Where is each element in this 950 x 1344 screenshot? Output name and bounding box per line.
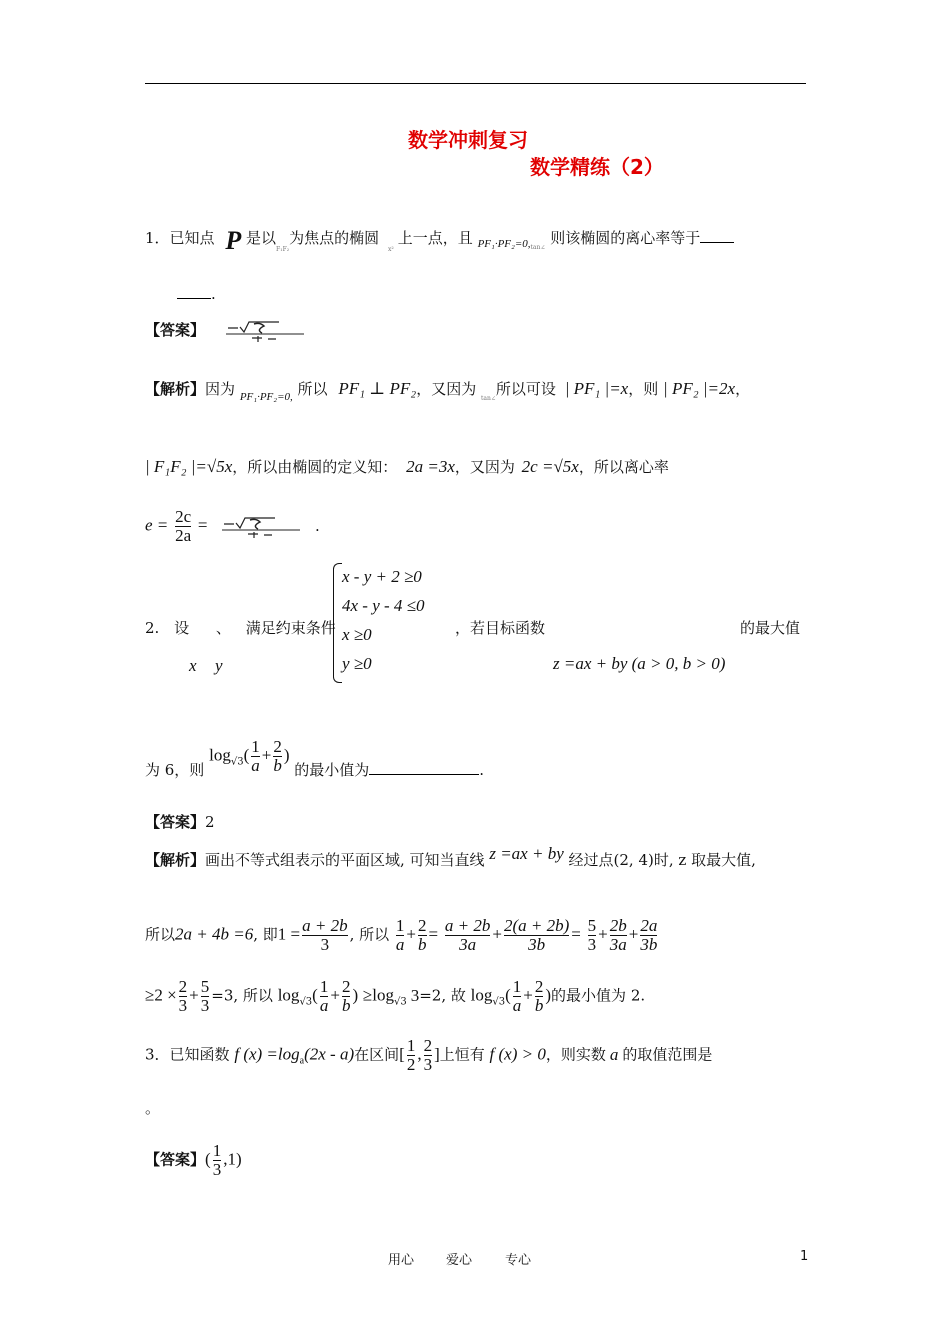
header-rule: [145, 83, 806, 84]
question-1: 1．已知点 P 是以$_{F_1F_2}$为焦点的椭圆 $_{x^2}$上一点，且 $_{PF_1\cdot PF_2=0,tan\angle}$ 则该椭圆的离心率等于: [145, 220, 734, 250]
question-3-end: 。: [145, 1099, 161, 1117]
question-number: 1．: [145, 229, 170, 247]
fraction: $\frac{2c}{2a}$: [175, 507, 192, 545]
solution-label: 【解析】: [145, 851, 206, 869]
var-x: x: [189, 656, 197, 675]
broken-formula-image: x²: [387, 246, 394, 253]
question-number: 2.: [145, 619, 160, 637]
garbled-answer-image: [224, 318, 308, 344]
constraint-3: x ≥0: [342, 625, 372, 644]
answer-blank: [177, 284, 211, 299]
constraint-1: x - y + 2 ≥0: [342, 567, 422, 586]
solution-1-line1: 【解析】因为 $_{PF_1\cdot PF_2=0,}$ 所以 PF₁ ⊥ PF₂，又因为 $_{tan\angle}$所以可设 | PF₁ |=x，则 | PF₂ |=2x，: [145, 379, 751, 403]
dot-product-condition: PF₁·PF₂=0,: [477, 238, 531, 250]
footer-word: 用心: [388, 1253, 415, 1268]
answer-1: [145, 318, 308, 344]
eccentricity-formula: e = $\frac{2c}{2a}$ = .: [145, 507, 320, 545]
question-3: 3．已知函数 f $(x) =\log_a(2x - a)$在区间[ $\frac{1}{2}$ , $\frac{2}{3}$ ]上恒有 f (x) > 0，则实数 a 的取值范围是: [145, 1036, 713, 1074]
footer-word: 爱心: [446, 1253, 473, 1268]
footer-word: 专心: [505, 1253, 532, 1268]
answer-value: 2: [205, 813, 215, 831]
question-2-line1: 2. 设 、 满足约束条件: [145, 619, 336, 637]
answer-label: 【答案】: [145, 1150, 206, 1169]
broken-formula-image: F₁F₂: [276, 246, 290, 253]
solution-2-line1: 【解析】画出不等式组表示的平面区域, 可知当直线 z =ax + by 经过点(2, 4)时, z 取最大值,: [145, 844, 756, 869]
objective-function: z =ax + by (a > 0, b > 0): [553, 654, 726, 673]
answer-2: [145, 811, 215, 832]
question-1-cont: .: [177, 284, 216, 303]
solution-2-line2: 所以2a + 4b =6, 即1 = $\frac{a + 2b}{3}$ , 所以 $\frac{1}{a}$ + $\frac{2}{b}$ = $\frac{a + 2b}{3a}$ + $\frac{2(a + 2b)}{3b}$ = $\frac{5}{3}$ + $\frac{2b}{3a}$ + $\frac{2a}{3b}$: [145, 916, 658, 954]
solution-1-line2: | F₁F₂ |=√5x，所以由椭圆的定义知： 2a =3x，又因为 2c =√5x，所以离心率: [145, 457, 669, 476]
point-p: P: [225, 226, 242, 255]
answer-label: 【答案】: [145, 321, 206, 339]
var-y: y: [215, 656, 223, 675]
solution-2-line3: ≥2 × $\frac{2}{3}$ + $\frac{5}{3}$ =3, 所以 $\log_{√3}$( $\frac{1}{a}$ + $\frac{2}{b}$ ) $\ge\log_{√3}$ 3=2, 故 $\log_{√3}$( $\frac{1}{a}$ + $\frac{2}{b}$ )的最小值为 2.: [145, 977, 646, 1015]
constraint-2: 4x - y - 4 ≤0: [342, 596, 425, 615]
answer-blank: [369, 760, 479, 775]
question-2-line2: 为 6，则 $\log_{√3}$( $\frac{1}{a}$ + $\frac{2}{b}$ ) 的最小值为 .: [145, 737, 485, 779]
solution-label: 【解析】: [145, 380, 206, 398]
question-number: 3．: [145, 1045, 170, 1064]
constraint-4: y ≥0: [342, 654, 372, 673]
answer-3: 【答案】( $\frac{1}{3}$ ,1): [145, 1141, 242, 1179]
broken-formula-image: tan∠: [481, 395, 496, 402]
page-subtitle: 数学精练（2）: [530, 155, 664, 179]
page-number: 1: [800, 1249, 809, 1264]
answer-blank: [700, 228, 734, 243]
garbled-answer-image: [220, 514, 304, 540]
page-title: 数学冲刺复习: [408, 128, 528, 152]
answer-label: 【答案】: [145, 813, 206, 831]
broken-formula-image: tan∠: [530, 244, 546, 251]
